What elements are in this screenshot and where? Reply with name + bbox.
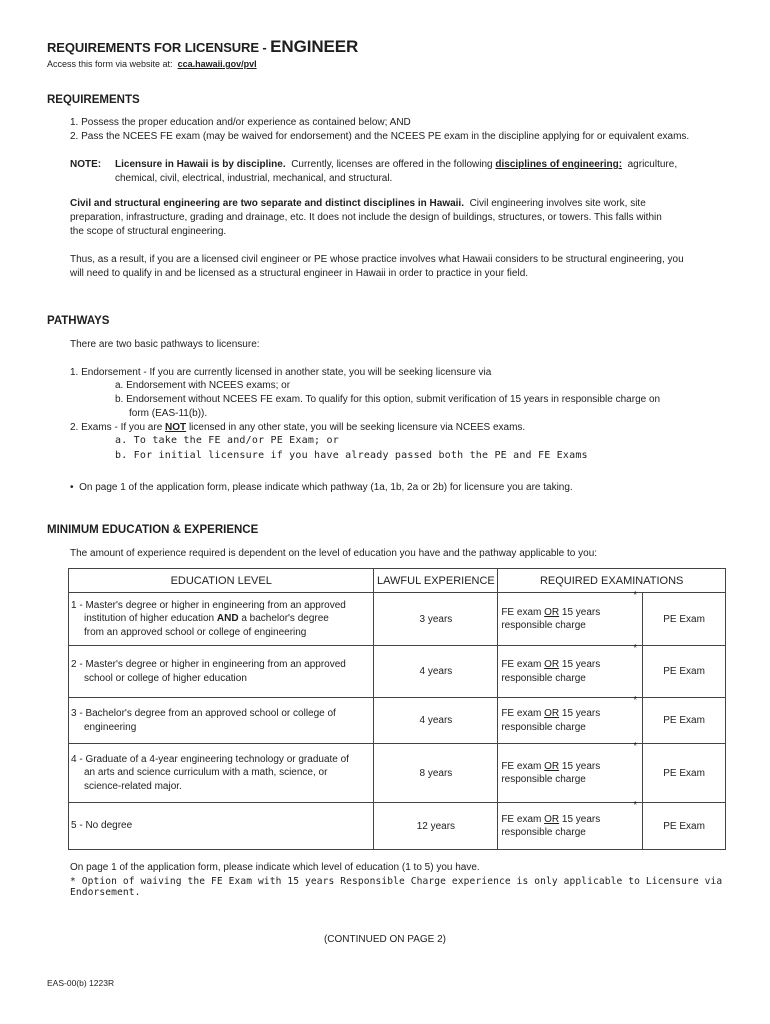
pe-exam-cell: PE Exam (643, 646, 726, 698)
thus-line-2: will need to qualify in and be licensed as a structural engineer in Hawaii in order to practice in your field. (70, 268, 529, 279)
note-text-2: agriculture, (627, 159, 678, 170)
education-level-cell: 1 - Master's degree or higher in engineering from an approved institution of higher education AND a bachelor's degree from an approved school or college of engineering (69, 593, 374, 646)
civil-bold: Civil and structural engineering are two separate and distinct disciplines in Hawaii. (70, 198, 464, 209)
fe-exam-cell: * FE exam OR 15 years responsible charge (498, 803, 643, 850)
table-row (69, 593, 726, 646)
education-level-cell: 2 - Master's degree or higher in engineering from an approved school or college of higher education (69, 646, 374, 698)
website-link[interactable]: cca.hawaii.gov/pvl (177, 59, 257, 69)
civil-line-2: preparation, infrastructure, grading and drainage, etc. It does not include the design of buildings, structures, or towers. This falls within (70, 212, 662, 223)
pathway-1: 1. Endorsement - If you are currently licensed in another state, you will be seeking licensure via (70, 367, 492, 378)
bullet-icon: • (70, 482, 74, 493)
table-row (69, 698, 726, 744)
requirement-item-1: 1. Possess the proper education and/or experience as contained below; AND (70, 117, 411, 128)
pathway-2: 2. Exams - If you are NOT licensed in any other state, you will be seeking licensure via NCEES exams. (70, 422, 526, 433)
education-heading: MINIMUM EDUCATION & EXPERIENCE (47, 524, 259, 536)
education-level-cell: 5 - No degree (69, 803, 374, 850)
pathway-2b: b. For initial licensure if you have already passed both the PE and FE Exams (115, 450, 588, 461)
education-intro: The amount of experience required is dependent on the level of education you have and the pathway applicable to you: (70, 548, 598, 559)
access-line (47, 59, 257, 69)
fe-exam-cell: * FE exam OR 15 years responsible charge (498, 593, 643, 646)
civil-line-3: the scope of structural engineering. (70, 226, 227, 237)
pathway-1b-form: form (EAS-11(b)). (129, 408, 208, 419)
form-code: EAS-00(b) 1223R (47, 978, 115, 988)
pe-exam-cell: PE Exam (643, 803, 726, 850)
title-prefix: REQUIREMENTS FOR LICENSURE - (47, 40, 271, 55)
education-footnote-2: * Option of waiving the FE Exam with 15 years Responsible Charge experience is only applicable to Licensure via Endorsement. (70, 876, 723, 898)
requirements-heading: REQUIREMENTS (47, 94, 140, 106)
pathway-2a: a. To take the FE and/or PE Exam; or (115, 435, 339, 446)
pe-exam-cell: PE Exam (643, 698, 726, 744)
experience-cell: 8 years (374, 744, 498, 803)
experience-cell: 12 years (374, 803, 498, 850)
continued-note: (CONTINUED ON PAGE 2) (323, 934, 447, 945)
fe-exam-cell: * FE exam OR 15 years responsible charge (498, 744, 643, 803)
education-table (68, 568, 726, 850)
col-education-level: EDUCATION LEVEL (69, 569, 374, 593)
col-lawful-experience: LAWFUL EXPERIENCE (374, 569, 498, 593)
fe-exam-cell: * FE exam OR 15 years responsible charge (498, 646, 643, 698)
education-level-cell: 3 - Bachelor's degree from an approved school or college of engineering (69, 698, 374, 744)
requirement-item-2: 2. Pass the NCEES FE exam (may be waived for endorsement) and the NCEES PE exam in the discipline applying for or equivalent exams. (70, 131, 690, 142)
note-line-1 (115, 158, 677, 172)
civil-text-1: Civil engineering involves site work, site (469, 198, 646, 209)
thus-line-1: Thus, as a result, if you are a licensed civil engineer or PE whose practice involves what Hawaii considers to be structural engineering, you (70, 254, 684, 265)
table-row (69, 646, 726, 698)
asterisk: * (633, 643, 638, 654)
pathway-1a: a. Endorsement with NCEES exams; or (115, 380, 291, 391)
title-main: ENGINEER (270, 37, 359, 56)
pathway-bullet: • On page 1 of the application form, please indicate which pathway (1a, 1b, 2a or 2b) for licensure you are taking. (70, 482, 573, 493)
pathways-intro: There are two basic pathways to licensure: (70, 339, 260, 350)
civil-line-1 (70, 197, 646, 211)
experience-cell: 4 years (374, 698, 498, 744)
table-row (69, 803, 726, 850)
col-required-examinations: REQUIRED EXAMINATIONS (498, 569, 726, 593)
page-title (47, 37, 358, 57)
note-label: NOTE: (70, 159, 102, 170)
pathway-1b: b. Endorsement without NCEES FE exam. To qualify for this option, submit verification of 15 years in responsible charge on (115, 394, 661, 405)
asterisk: * (633, 741, 638, 752)
disciplines-link[interactable]: disciplines of engineering: (495, 159, 623, 170)
access-text: Access this form via website at: (47, 59, 173, 69)
experience-cell: 3 years (374, 593, 498, 646)
not-emphasis: NOT (165, 422, 187, 433)
pe-exam-cell: PE Exam (643, 593, 726, 646)
pe-exam-cell: PE Exam (643, 744, 726, 803)
pathways-heading: PATHWAYS (47, 315, 110, 327)
education-level-cell: 4 - Graduate of a 4-year engineering technology or graduate of an arts and science curriculum with a math, science, or science-related major. (69, 744, 374, 803)
fe-exam-cell: * FE exam OR 15 years responsible charge (498, 698, 643, 744)
asterisk: * (633, 695, 638, 706)
education-footnote-1: On page 1 of the application form, please indicate which level of education (1 to 5) you have. (70, 862, 480, 873)
note-line-2: chemical, civil, electrical, industrial, mechanical, and structural. (115, 173, 393, 184)
experience-cell: 4 years (374, 646, 498, 698)
note-text: Currently, licenses are offered in the following (291, 159, 493, 170)
asterisk: * (633, 590, 638, 601)
asterisk: * (633, 800, 638, 811)
table-row (69, 744, 726, 803)
table-header-row (69, 569, 726, 593)
note-bold: Licensure in Hawaii is by discipline. (115, 159, 286, 170)
